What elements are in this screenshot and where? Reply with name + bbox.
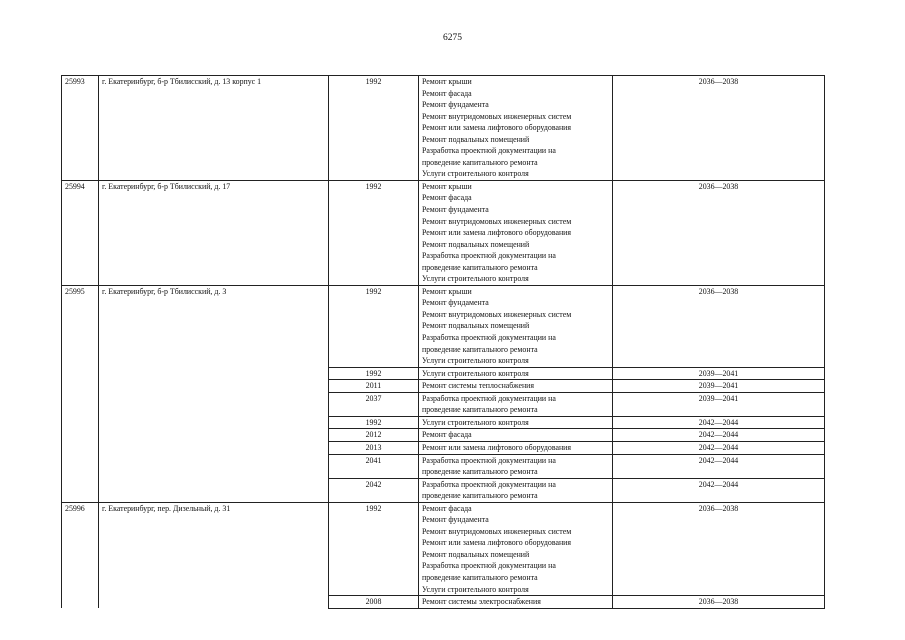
period-cell: 2039—2041	[613, 367, 825, 380]
work-item: Ремонт подвальных помещений	[422, 239, 530, 249]
work-item: Ремонт крыши	[422, 181, 472, 191]
work-item: проведение капитального ремонта	[422, 157, 538, 167]
work-item: Ремонт фасада	[422, 503, 472, 513]
work-item: Ремонт или замена лифтового оборудования	[422, 228, 572, 238]
work-item: Ремонт фундамента	[422, 205, 489, 215]
record-number: 25995	[62, 285, 99, 502]
work-item: проведение капитального ремонта	[422, 572, 538, 582]
work-item: Ремонт подвальных помещений	[422, 134, 530, 144]
year-cell: 2008	[329, 596, 419, 609]
period-cell: 2042—2044	[613, 429, 825, 442]
work-item: Ремонт фундамента	[422, 100, 489, 110]
table-row	[62, 76, 825, 181]
works-cell	[419, 596, 613, 609]
work-item: Ремонт фасада	[422, 430, 472, 440]
period-cell: 2042—2044	[613, 454, 825, 478]
work-item: Разработка проектной документации на	[422, 455, 556, 465]
record-address: г. Екатеринбург, пер. Дизельный, д. 31	[99, 502, 329, 608]
table-body	[62, 76, 825, 609]
year-cell: 1992	[329, 416, 419, 429]
works-cell	[419, 180, 613, 285]
work-item: Услуги строительного контроля	[422, 368, 529, 378]
work-item: Ремонт или замена лифтового оборудования	[422, 442, 572, 452]
work-item: Разработка проектной документации на	[422, 333, 556, 343]
record-number: 25993	[62, 76, 99, 181]
period-cell: 2036—2038	[613, 596, 825, 609]
works-cell	[419, 454, 613, 478]
year-cell: 2041	[329, 454, 419, 478]
period-cell: 2039—2041	[613, 392, 825, 416]
record-address: г. Екатеринбург, б-р Тбилисский, д. 3	[99, 285, 329, 502]
year-cell: 2037	[329, 392, 419, 416]
work-item: Ремонт внутридомовых инженерных систем	[422, 309, 572, 319]
work-item: Ремонт крыши	[422, 286, 472, 296]
work-item: проведение капитального ремонта	[422, 467, 538, 477]
work-item: Ремонт фундамента	[422, 515, 489, 525]
year-cell: 2042	[329, 478, 419, 502]
period-cell: 2042—2044	[613, 416, 825, 429]
works-cell	[419, 367, 613, 380]
work-item: Ремонт подвальных помещений	[422, 321, 530, 331]
table-row	[62, 502, 825, 595]
page-number: 6275	[443, 33, 462, 43]
work-item: Ремонт или замена лифтового оборудования	[422, 123, 572, 133]
work-item: Ремонт внутридомовых инженерных систем	[422, 216, 572, 226]
work-item: Ремонт фасада	[422, 88, 472, 98]
capital-repair-table	[61, 75, 825, 609]
works-cell	[419, 478, 613, 502]
work-item: Разработка проектной документации на	[422, 393, 556, 403]
year-cell: 2012	[329, 429, 419, 442]
period-cell: 2036—2038	[613, 285, 825, 367]
record-number: 25996	[62, 502, 99, 608]
work-item: Ремонт подвальных помещений	[422, 549, 530, 559]
work-item: Ремонт фасада	[422, 193, 472, 203]
work-item: Разработка проектной документации на	[422, 251, 556, 261]
work-item: проведение капитального ремонта	[422, 344, 538, 354]
period-cell: 2036—2038	[613, 76, 825, 181]
year-cell: 2013	[329, 441, 419, 454]
year-cell: 1992	[329, 180, 419, 285]
works-cell	[419, 76, 613, 181]
work-item: Ремонт крыши	[422, 77, 472, 86]
works-cell	[419, 285, 613, 367]
works-cell	[419, 429, 613, 442]
works-cell	[419, 392, 613, 416]
work-item: Ремонт или замена лифтового оборудования	[422, 538, 572, 548]
work-item: Разработка проектной документации на	[422, 561, 556, 571]
work-item: Услуги строительного контроля	[422, 169, 529, 179]
work-item: проведение капитального ремонта	[422, 405, 538, 415]
record-number: 25994	[62, 180, 99, 285]
work-item: Ремонт фундамента	[422, 298, 489, 308]
works-cell	[419, 380, 613, 393]
work-item: Разработка проектной документации на	[422, 479, 556, 489]
period-cell: 2042—2044	[613, 441, 825, 454]
year-cell: 1992	[329, 367, 419, 380]
works-cell	[419, 416, 613, 429]
work-item: Ремонт системы электроснабжения	[422, 597, 541, 607]
work-item: Разработка проектной документации на	[422, 146, 556, 156]
work-item: проведение капитального ремонта	[422, 262, 538, 272]
work-item: Услуги строительного контроля	[422, 274, 529, 284]
work-item: Ремонт внутридомовых инженерных систем	[422, 111, 572, 121]
period-cell: 2036—2038	[613, 180, 825, 285]
works-cell	[419, 502, 613, 595]
work-item: Услуги строительного контроля	[422, 417, 529, 427]
period-cell: 2042—2044	[613, 478, 825, 502]
year-cell: 1992	[329, 76, 419, 181]
period-cell: 2036—2038	[613, 502, 825, 595]
table-row	[62, 180, 825, 285]
record-address: г. Екатеринбург, б-р Тбилисский, д. 13 корпус 1	[99, 76, 329, 181]
year-cell: 1992	[329, 502, 419, 595]
work-item: Услуги строительного контроля	[422, 584, 529, 594]
record-address: г. Екатеринбург, б-р Тбилисский, д. 17	[99, 180, 329, 285]
work-item: проведение капитального ремонта	[422, 491, 538, 501]
period-cell: 2039—2041	[613, 380, 825, 393]
work-item: Ремонт системы теплоснабжения	[422, 381, 535, 391]
year-cell: 1992	[329, 285, 419, 367]
year-cell: 2011	[329, 380, 419, 393]
work-item: Услуги строительного контроля	[422, 356, 529, 366]
table-row	[62, 285, 825, 367]
works-cell	[419, 441, 613, 454]
work-item: Ремонт внутридомовых инженерных систем	[422, 526, 572, 536]
